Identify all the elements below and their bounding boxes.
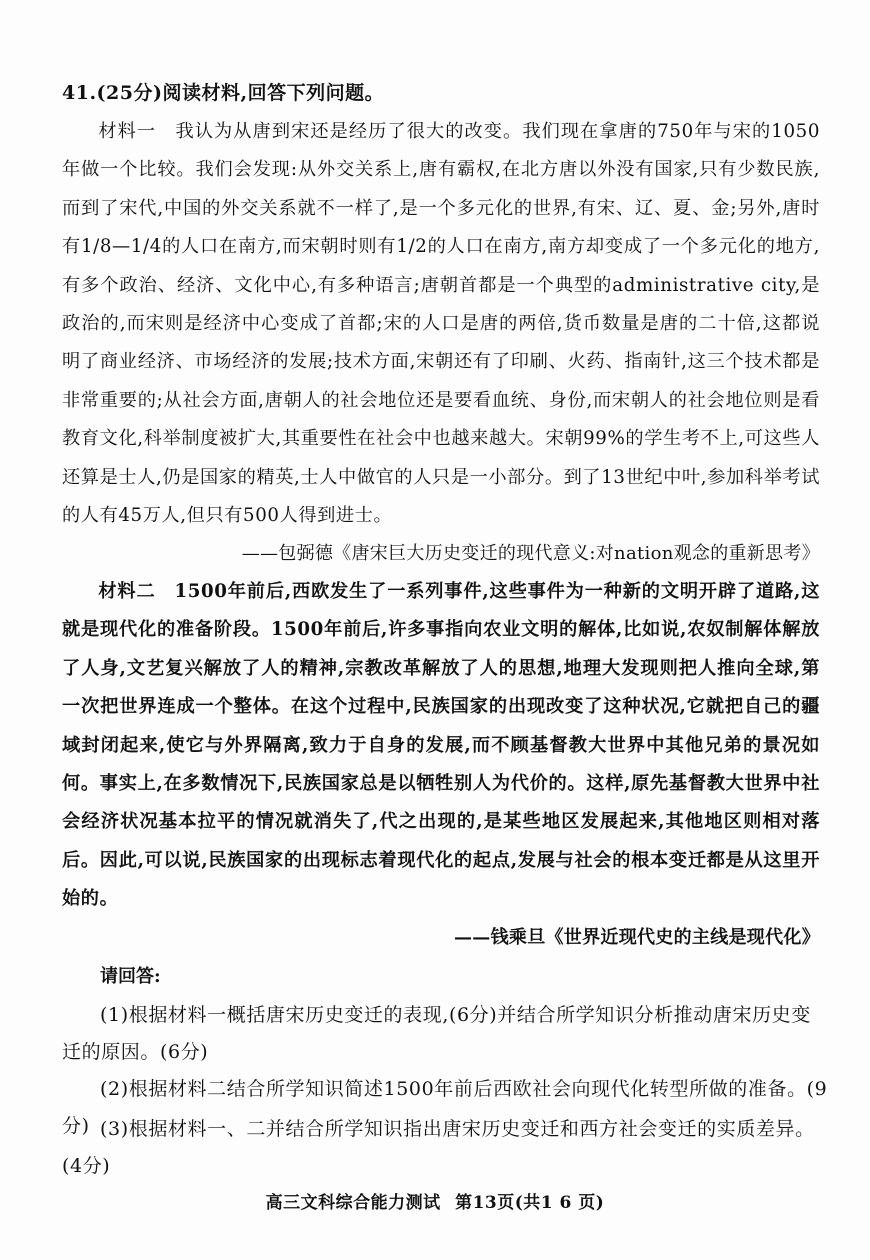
sub-question-3: (3)根据材料一、二并结合所学知识指出唐宋历史变迁和西方社会变迁的实质差异。(4分): [62, 1118, 815, 1177]
footer-page-number: 第13页(共1 6 页): [455, 1193, 605, 1213]
material-one-text: 材料一 我认为从唐到宋还是经历了很大的改变。我们现在拿唐的750年与宋的1050年做一个比较。我们会发现:从外交关系上,唐有霸权,在北方唐以外没有国家,只有少数民族,而到了宋代,中国的外交关系就不一样了,是一个多元化的世界,有宋、辽、夏、金;另外,唐时有1/8—1/4的人口在南方,而宋朝时则有1/2的人口在南方,南方却变成了一个多元化的地方,有多个政治、经济、文化中心,有多种语言;唐朝首都是一个典型的administrative city,是政治的,而宋则是经济中心变成了首都;宋的人口是唐的两倍,货币数量是唐的二十倍,这都说明了商业经济、市场经济的发展;技术方面,宋朝还有了印刷、火药、指南针,这三个技术都是非常重要的;从社会方面,唐朝人的社会地位还是要看血统、身份,而宋朝人的社会地位则是看教育文化,科举制度被扩大,其重要性在社会中也越来越大。宋朝99%的学生考不上,可这些人还算是士人,仍是国家的精英,士人中做官的人只是一小部分。到了13世纪中叶,参加科举考试的人有45万人,但只有500人得到进士。: [62, 121, 820, 527]
material-two-source: ——钱乘旦《世界近现代史的主线是现代化》: [454, 927, 820, 948]
material-two-text: 材料二 1500年前后,西欧发生了一系列事件,这些事件为一种新的文明开辟了道路,这就是现代化的准备阶段。1500年前后,许多事指向农业文明的解体,比如说,农奴制解体解放了人身,文艺复兴解放了人的精神,宗教改革解放了人的思想,地理大发现则把人推向全球,第一次把世界连成一个整体。在这个过程中,民族国家的出现改变了这种状况,它就把自己的疆域封闭起来,使它与外界隔离,致力于自身的发展,而不顾基督教大世界中其他兄弟的景况如何。事实上,在多数情况下,民族国家总是以牺牲别人为代价的。这样,原先基督教大世界中社会经济状况基本拉平的情况就消失了,代之出现的,是某些地区发展起来,其他地区则相对落后。因此,可以说,民族国家的出现标志着现代化的起点,发展与社会的根本变迁都是从这里开始的。: [62, 581, 820, 910]
question-header: 41.(25分)阅读材料,回答下列问题。: [62, 82, 385, 104]
sub-question-2: (2)根据材料二结合所学知识简述1500年前后西欧社会向现代化转型所做的准备。(9分): [62, 1078, 828, 1137]
page-footer: [0, 1188, 870, 1213]
footer-title: 高三文科综合能力测试: [265, 1193, 441, 1213]
material-one-source: ——包弼德《唐宋巨大历史变迁的现代意义:对nation观念的重新思考》: [241, 543, 820, 564]
sub-question-1: (1)根据材料一概括唐宋历史变迁的表现,(6分)并结合所学知识分析推动唐宋历史变迁的原因。(6分): [62, 1004, 811, 1063]
answer-prompt: 请回答:: [100, 966, 161, 987]
